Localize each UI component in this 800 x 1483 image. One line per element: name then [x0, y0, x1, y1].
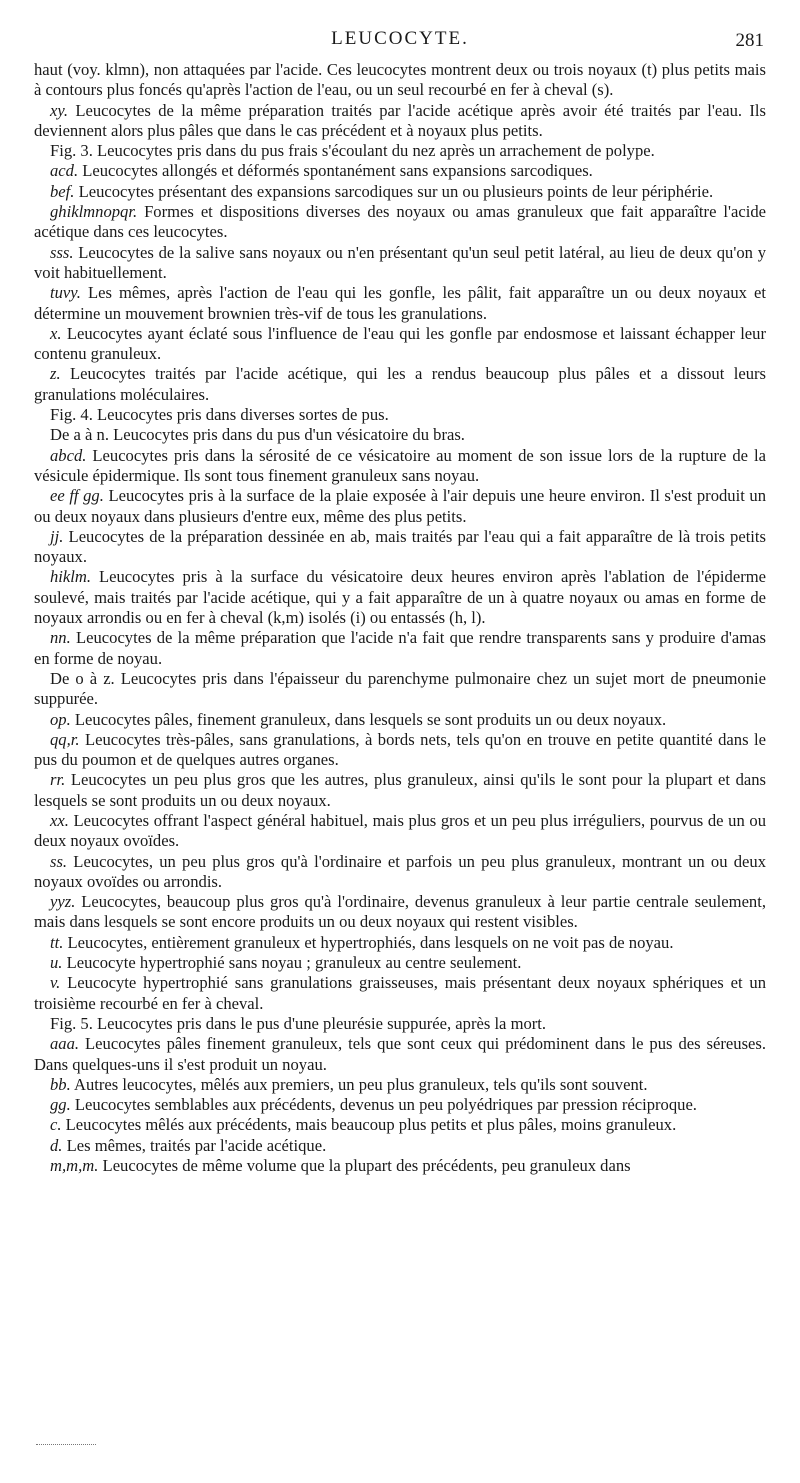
paragraph-text: Les mêmes, traités par l'acide acétique.	[62, 1135, 327, 1155]
paragraph	[34, 405, 766, 425]
figure-label: v.	[50, 973, 61, 993]
figure-label: x.	[50, 323, 62, 343]
figure-label: sss.	[50, 242, 74, 262]
paragraph-text: Leucocyte hypertrophié sans granulations graisseuses, mais présentant deux noyaux sphériques et un troisième recourbé en fer à cheval.	[34, 973, 766, 1013]
running-header	[34, 28, 766, 56]
body-text	[34, 60, 766, 1176]
figure-label: u.	[50, 953, 63, 973]
paragraph	[34, 486, 766, 527]
paragraph	[34, 527, 766, 568]
figure-label: hiklm.	[50, 567, 92, 587]
paragraph	[34, 1075, 766, 1095]
paragraph	[34, 953, 766, 973]
figure-label: jj.	[50, 526, 64, 546]
paragraph	[34, 425, 766, 445]
paragraph	[34, 446, 766, 487]
paragraph	[34, 1156, 766, 1176]
paragraph	[34, 933, 766, 953]
paragraph-text: Leucocytes ayant éclaté sous l'influence de l'eau qui les gonfle par endosmose et laissant échapper leur contenu granuleux.	[34, 323, 766, 364]
paragraph	[34, 1034, 766, 1075]
figure-label: xx.	[50, 810, 69, 830]
paragraph	[34, 710, 766, 730]
figure-label: tt.	[50, 932, 64, 952]
paragraph-text: Leucocytes semblables aux précédents, devenus un peu polyédriques par pression réciproque.	[70, 1095, 697, 1115]
figure-label: d.	[50, 1135, 63, 1155]
figure-label: z.	[50, 364, 61, 384]
figure-label: ghiklmnopqr.	[50, 202, 138, 222]
paragraph-text: Leucocytes de la salive sans noyaux ou n'en présentant qu'un seul petit latéral, au lieu de deux qu'on y voit habituellement.	[34, 242, 766, 282]
paragraph	[34, 669, 766, 710]
paragraph	[34, 364, 766, 405]
paragraph	[34, 243, 766, 284]
paragraph	[34, 202, 766, 243]
paragraph-text: Leucocytes pâles, finement granuleux, dans lesquels se sont produits un ou deux noyaux.	[70, 709, 667, 729]
footer-rule	[36, 1444, 96, 1446]
paragraph	[34, 141, 766, 161]
paragraph	[34, 161, 766, 181]
paragraph	[34, 811, 766, 852]
paragraph	[34, 852, 766, 893]
figure-label: bef.	[50, 181, 75, 201]
paragraph-text: Leucocytes de la préparation dessinée en ab, mais traités par l'eau qui a fait apparaître de là trois petits noyaux.	[34, 526, 766, 567]
paragraph-text: haut (voy. klmn), non attaquées par l'acide. Ces leucocytes montrent deux ou trois noyaux (t) plus petits mais à contours plus foncés qu'après l'action de l'eau, ou un seul recourbé en fer à cheval (s).	[34, 60, 766, 100]
paragraph-text: Leucocytes, un peu plus gros qu'à l'ordinaire et parfois un peu plus granuleux, montrant un ou deux noyaux ovoïdes ou arrondis.	[34, 851, 766, 891]
figure-label: m,m,m.	[50, 1156, 99, 1176]
figure-label: abcd.	[50, 445, 87, 465]
paragraph-text: Leucocytes pris dans la sérosité de ce vésicatoire au moment de son issue lors de la rupture de la vésicule épidermique. Ils sont tous finement granuleux sans noyau.	[34, 445, 766, 485]
paragraph	[34, 324, 766, 365]
paragraph-text: Leucocytes, beaucoup plus gros qu'à l'ordinaire, devenus granuleux à leur partie centrale seulement, mais dans lesquels se sont encore produits un ou deux noyaux qui restent visibles.	[34, 892, 766, 932]
running-title: LEUCOCYTE.	[331, 28, 469, 49]
figure-label: op.	[50, 709, 71, 729]
paragraph	[34, 892, 766, 933]
paragraph	[34, 182, 766, 202]
paragraph	[34, 1095, 766, 1115]
paragraph-text: Leucocytes allongés et déformés spontanément sans expansions sarcodiques.	[78, 161, 593, 181]
paragraph-text: Leucocytes pris à la surface de la plaie exposée à l'air depuis une heure environ. Il s'est produit un ou deux noyaux dans plusieurs d'entre eux, même des plus petits.	[34, 486, 766, 526]
figure-label: tuvy.	[50, 283, 81, 303]
paragraph-text: Fig. 4. Leucocytes pris dans diverses sortes de pus.	[50, 405, 389, 425]
figure-label: rr.	[50, 770, 66, 790]
page-number: 281	[735, 30, 764, 51]
paragraph-text: Leucocytes de la même préparation traités par l'acide acétique après avoir été traités par l'eau. Ils deviennent alors plus pâles que dans le cas précédent et à noyaux plus petits.	[34, 100, 766, 140]
figure-label: bb.	[50, 1074, 71, 1094]
paragraph-text: Leucocytes pâles finement granuleux, tels que sont ceux qui prédominent dans le pus des séreuses. Dans quelques-uns il s'est produit un noyau.	[34, 1034, 766, 1074]
paragraph-text: Leucocytes de la même préparation que l'acide n'a fait que rendre transparents sans y produire d'amas en forme de noyau.	[34, 628, 766, 668]
figure-label: ss.	[50, 851, 68, 871]
figure-label: nn.	[50, 628, 71, 648]
paragraph	[34, 60, 766, 101]
figure-label: acd.	[50, 161, 79, 181]
paragraph-text: Fig. 5. Leucocytes pris dans le pus d'une pleurésie suppurée, après la mort.	[50, 1013, 547, 1033]
paragraph	[34, 283, 766, 324]
paragraph-text: Leucocytes de même volume que la plupart des précédents, peu granuleux dans	[98, 1156, 631, 1176]
figure-label: c.	[50, 1115, 62, 1135]
paragraph-text: De o à z. Leucocytes pris dans l'épaisseur du parenchyme pulmonaire chez un sujet mort de pneumonie suppurée.	[34, 668, 766, 709]
paragraph-text: Leucocytes traités par l'acide acétique, qui les a rendus beaucoup plus pâles et a dissout leurs granulations moléculaires.	[34, 364, 766, 404]
figure-label: aaa.	[50, 1034, 80, 1054]
paragraph	[34, 101, 766, 142]
figure-label: ee ff gg.	[50, 486, 104, 506]
paragraph-text: Leucocyte hypertrophié sans noyau ; granuleux au centre seulement.	[62, 953, 522, 973]
paragraph	[34, 1014, 766, 1034]
paragraph	[34, 730, 766, 771]
figure-label: xy.	[50, 100, 68, 120]
paragraph-text: Leucocytes un peu plus gros que les autres, plus granuleux, ainsi qu'ils le sont pour la plupart et dans lesquels se sont produits un ou deux noyaux.	[34, 770, 766, 810]
paragraph	[34, 567, 766, 628]
paragraph-text: Les mêmes, après l'action de l'eau qui les gonfle, les pâlit, fait apparaître un ou deux noyaux et détermine un mouvement brownien très-vif de tous les granulations.	[34, 283, 766, 323]
paragraph-text: Formes et dispositions diverses des noyaux ou amas granuleux que fait apparaître l'acide acétique dans ces leucocytes.	[34, 202, 766, 242]
paragraph	[34, 973, 766, 1014]
paragraph-text: Leucocytes pris à la surface du vésicatoire deux heures environ après l'ablation de l'épiderme soulevé, mais traités par l'acide acétique, qui y a fait apparaître de un à quatre noyaux ou amas en forme de noyaux arrondis ou en fer à cheval (k,m) isolés (i) ou entassés (h, l).	[34, 567, 766, 628]
paragraph-text: Leucocytes présentant des expansions sarcodiques sur un ou plusieurs points de leur périphérie.	[74, 181, 714, 201]
paragraph-text: Leucocytes mêlés aux précédents, mais beaucoup plus petits et plus pâles, moins granuleux.	[61, 1115, 677, 1135]
figure-label: qq,r.	[50, 729, 80, 749]
figure-label: gg.	[50, 1095, 71, 1115]
paragraph-text: Leucocytes très-pâles, sans granulations, à bords nets, tels qu'on en trouve en petite quantité dans le pus du poumon et de quelques autres organes.	[34, 729, 766, 770]
paragraph-text: Fig. 3. Leucocytes pris dans du pus frais s'écoulant du nez après un arrachement de polype.	[50, 141, 655, 161]
paragraph-text: Autres leucocytes, mêlés aux premiers, un peu plus granuleux, tels qu'ils sont souvent.	[70, 1074, 648, 1094]
paragraph	[34, 1136, 766, 1156]
paragraph	[34, 770, 766, 811]
paragraph-text: De a à n. Leucocytes pris dans du pus d'un vésicatoire du bras.	[50, 425, 465, 445]
paragraph	[34, 628, 766, 669]
figure-label: yyz.	[50, 892, 76, 912]
paragraph	[34, 1115, 766, 1135]
paragraph-text: Leucocytes, entièrement granuleux et hypertrophiés, dans lesquels on ne voit pas de noyau.	[63, 932, 674, 952]
paragraph-text: Leucocytes offrant l'aspect général habituel, mais plus gros et un peu plus irréguliers, pourvus de un ou deux noyaux ovoïdes.	[34, 810, 766, 851]
